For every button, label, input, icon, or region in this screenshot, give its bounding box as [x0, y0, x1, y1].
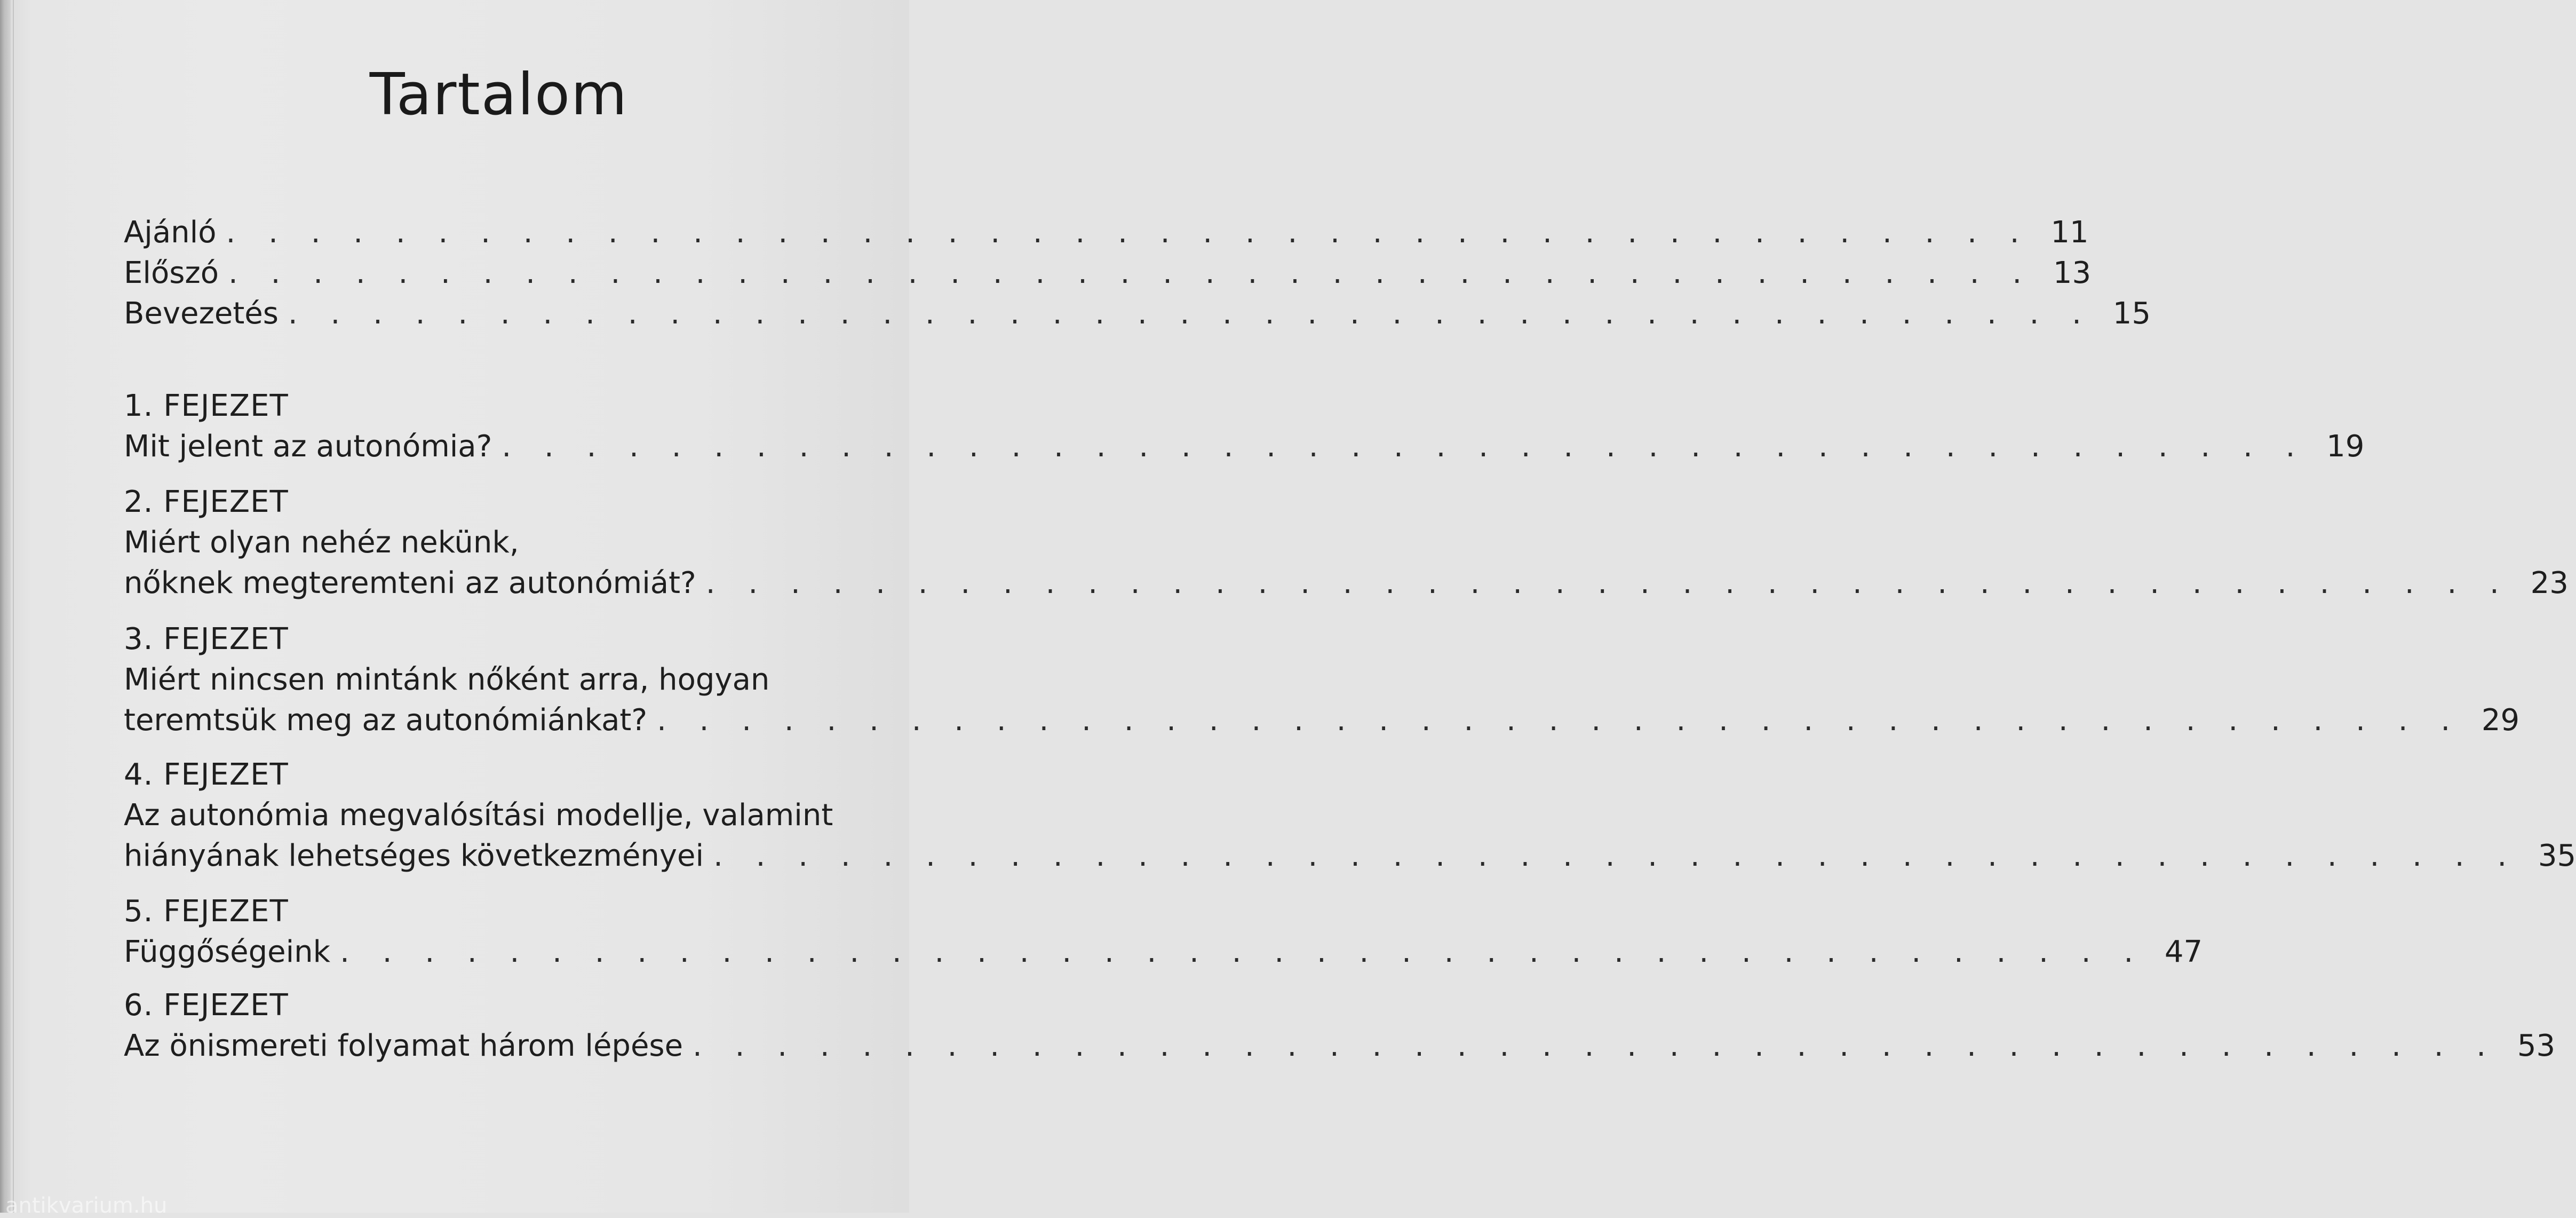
- toc-chapter-2: [124, 482, 2569, 604]
- toc-chapter-6: [124, 985, 2556, 1066]
- dot-leader: . . . . . . . . . . . . . . . . . . . . . . . . . . . . . . . . . . . . . . . . . . .: [226, 215, 2031, 250]
- chapter-label: 6. FEJEZET: [124, 988, 289, 1023]
- toc-page-number: 23: [2530, 566, 2569, 600]
- toc-entry-title: Bevezetés: [124, 296, 279, 331]
- watermark: antikvarium.hu: [5, 1193, 168, 1218]
- toc-entry-title: Ajánló: [124, 215, 217, 250]
- chapter-label: 4. FEJEZET: [124, 757, 289, 792]
- toc-chapter-1: [124, 386, 2365, 467]
- toc-chapter-4: [124, 755, 2576, 876]
- chapter-title: teremtsük meg az autonómiánkat?: [124, 703, 648, 738]
- toc-page-number: 29: [2481, 703, 2520, 738]
- binding-line: [13, 0, 14, 1213]
- toc-entry-ajanlo: [124, 212, 2089, 253]
- dot-leader: . . . . . . . . . . . . . . . . . . . . . . . . . . . . . . . . . . . . . . . . . . .: [705, 566, 2511, 600]
- chapter-title: Mit jelent az autonómia?: [124, 429, 492, 464]
- page-title: Tartalom: [369, 61, 629, 128]
- dot-leader: . . . . . . . . . . . . . . . . . . . . . . . . . . . . . . . . . . . . . . . . . . .: [288, 296, 2093, 331]
- toc-page-number: 15: [2112, 296, 2151, 331]
- dot-leader: . . . . . . . . . . . . . . . . . . . . . . . . . . . . . . . . . . . . . . . . . . .: [228, 256, 2034, 290]
- chapter-title-line: Miért nincsen mintánk nőként arra, hogyan: [124, 662, 770, 697]
- toc-chapter-3: [124, 619, 2520, 741]
- toc-entry-eloszo: [124, 253, 2092, 294]
- chapter-title: nőknek megteremteni az autonómiát?: [124, 566, 696, 600]
- toc-page-number: 35: [2538, 839, 2576, 873]
- toc-entry-bevezetes: [124, 294, 2151, 334]
- chapter-label: 2. FEJEZET: [124, 485, 289, 519]
- chapter-label: 3. FEJEZET: [124, 622, 289, 657]
- chapter-title: Függőségeink: [124, 935, 331, 969]
- dot-leader: . . . . . . . . . . . . . . . . . . . . . . . . . . . . . . . . . . . . . . . . . . .: [340, 935, 2145, 969]
- toc-entry-title: Előszó: [124, 256, 219, 290]
- dot-leader: . . . . . . . . . . . . . . . . . . . . . . . . . . . . . . . . . . . . . . . . . . .: [657, 703, 2462, 738]
- chapter-title: Az önismereti folyamat három lépése: [124, 1029, 683, 1063]
- toc-page-number: 11: [2050, 215, 2089, 250]
- toc-page-number: 19: [2326, 429, 2365, 464]
- chapter-title-line: Az autonómia megvalósítási modellje, valamint: [124, 798, 833, 833]
- chapter-label: 1. FEJEZET: [124, 389, 289, 423]
- toc-page-number: 47: [2164, 935, 2203, 969]
- toc-page-number: 53: [2517, 1029, 2556, 1063]
- toc-page-number: 13: [2053, 256, 2092, 290]
- chapter-label: 5. FEJEZET: [124, 894, 289, 929]
- chapter-title-line: Miért olyan nehéz nekünk,: [124, 525, 519, 560]
- chapter-title: hiányának lehetséges következményei: [124, 839, 704, 873]
- toc-chapter-5: [124, 891, 2203, 972]
- dot-leader: . . . . . . . . . . . . . . . . . . . . . . . . . . . . . . . . . . . . . . . . . . .: [502, 429, 2307, 464]
- binding-shadow: [0, 0, 11, 1213]
- dot-leader: . . . . . . . . . . . . . . . . . . . . . . . . . . . . . . . . . . . . . . . . . . .: [713, 839, 2519, 873]
- dot-leader: . . . . . . . . . . . . . . . . . . . . . . . . . . . . . . . . . . . . . . . . . . .: [693, 1029, 2498, 1063]
